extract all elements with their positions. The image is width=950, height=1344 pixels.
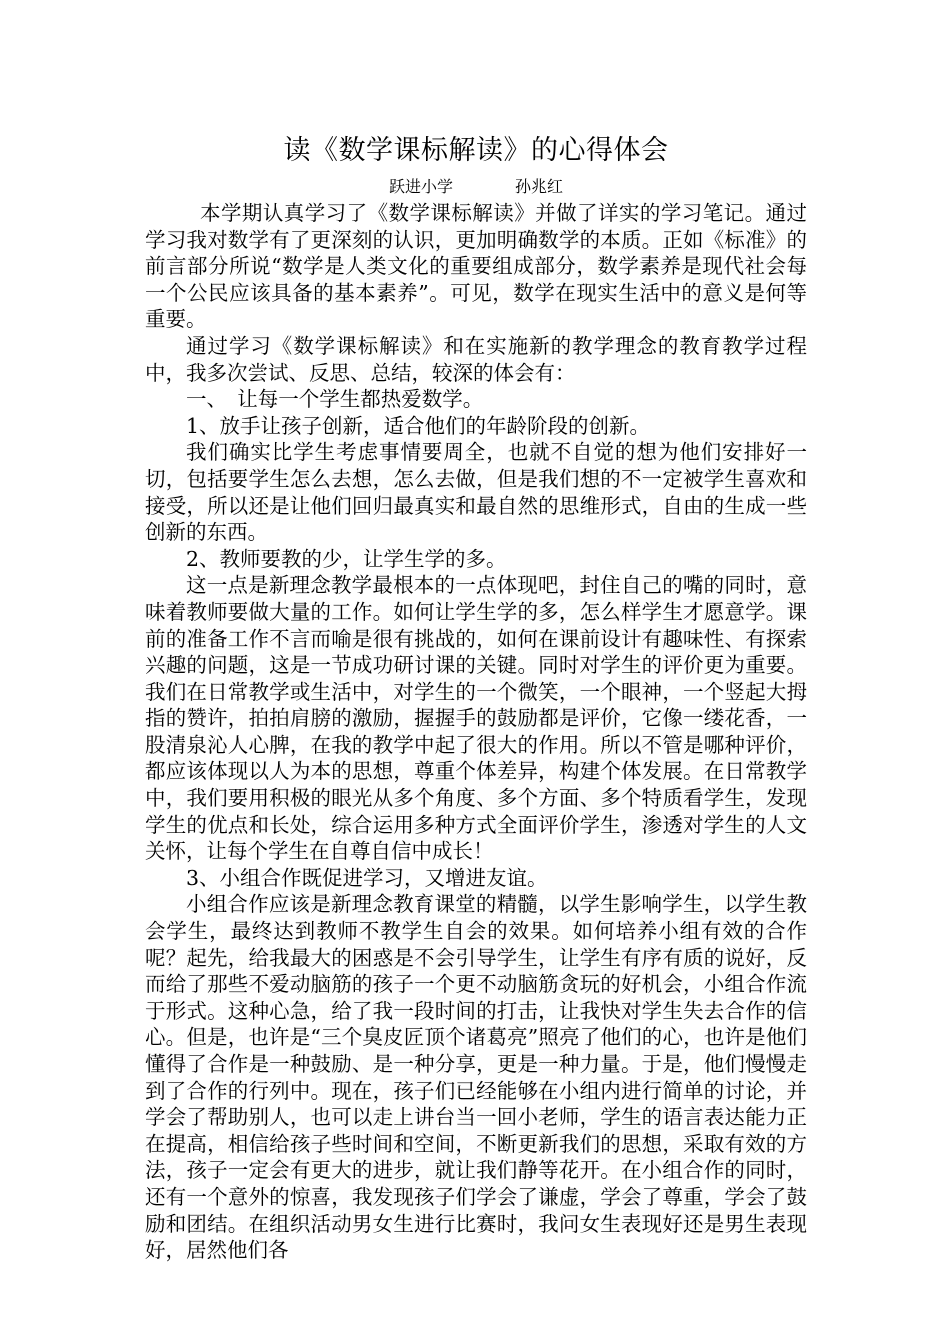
paragraph: 本学期认真学习了《数学课标解读》并做了详实的学习笔记。通过学习我对数学有了更深刻的认识，更加明确数学的本质。正如《标准》的前言部分所说“数学是人类文化的重要组成部分，数学素养是现代社会每一个公民应该具备的基本素养”。可见，数学在现实生活中的意义是何等重要。 [145,201,807,332]
paragraph: 通过学习《数学课标解读》和在实施新的教学理念的教育教学过程中，我多次尝试、反思、总结，较深的体会有： [145,333,807,385]
paragraph: 我们确实比学生考虑事情要周全，也就不自觉的想为他们安排好一切，包括要学生怎么去想，怎么去做，但是我们想的不一定被学生喜欢和接受，所以还是让他们回归最真实和最自然的思维形式，自由的生成一些创新的东西。 [145,440,807,545]
subheading: 1、放手让孩子创新，适合他们的年龄阶段的创新。 [186,413,651,438]
document-page [145,128,807,1264]
subheading: 3、小组合作既促进学习，又增进友谊。 [186,865,548,890]
document-title: 读《数学课标解读》的心得体会 [283,135,669,166]
section-heading: 一、 让每一个学生都热爱数学。 [186,387,484,412]
document-body [145,200,807,1264]
paragraph: 小组合作应该是新理念教育课堂的精髓，以学生影响学生，以学生教会学生，最终达到教师不教学生自会的效果。如何培养小组有效的合作呢？起先，给我最大的困惑是不会引导学生，让学生有序有质的说好，反而给了那些不爱动脑筋的孩子一个更不动脑筋贪玩的好机会，小组合作流于形式。这种心急，给了我一段时间的打击，让我快对学生失去合作的信心。但是，也许是“三个臭皮匠顶个诸葛亮”照亮了他们的心，也许是他们懂得了合作是一种鼓励、是一种分享，更是一种力量。于是，他们慢慢走到了合作的行列中。现在，孩子们已经能够在小组内进行简单的讨论，并学会了帮助别人，也可以走上讲台当一回小老师，学生的语言表达能力正在提高，相信给孩子些时间和空间，不断更新我们的思想，采取有效的方法，孩子一定会有更大的进步，就让我们静等花开。在小组合作的同时，还有一个意外的惊喜，我发现孩子们学会了谦虚，学会了尊重，学会了鼓励和团结。在组织活动男女生进行比赛时，我问女生表现好还是男生表现好，居然他们各 [145,892,807,1263]
subheading: 2、教师要教的少，让学生学的多。 [186,546,507,571]
paragraph: 这一点是新理念教学最根本的一点体现吧，封住自己的嘴的同时，意味着教师要做大量的工作。如何让学生学的多，怎么样学生才愿意学。课前的准备工作不言而喻是很有挑战的，如何在课前设计有趣味性、有探索兴趣的问题，这是一节成功研讨课的关键。同时对学生的评价更为重要。我们在日常教学或生活中，对学生的一个微笑，一个眼神，一个竖起大拇指的赞许，拍拍肩膀的激励，握握手的鼓励都是评价，它像一缕花香，一股清泉沁人心脾，在我的教学中起了很大的作用。所以不管是哪种评价，都应该体现以人为本的思想，尊重个体差异，构建个体发展。在日常教学中，我们要用积极的眼光从多个角度、多个方面、多个特质看学生，发现学生的优点和长处，综合运用多种方式全面评价学生，渗透对学生的人文关怀，让每个学生在自尊自信中成长！ [145,573,807,864]
author-name: 孙兆红 [515,177,564,196]
school-name: 跃进小学 [388,177,453,196]
byline [145,174,807,200]
